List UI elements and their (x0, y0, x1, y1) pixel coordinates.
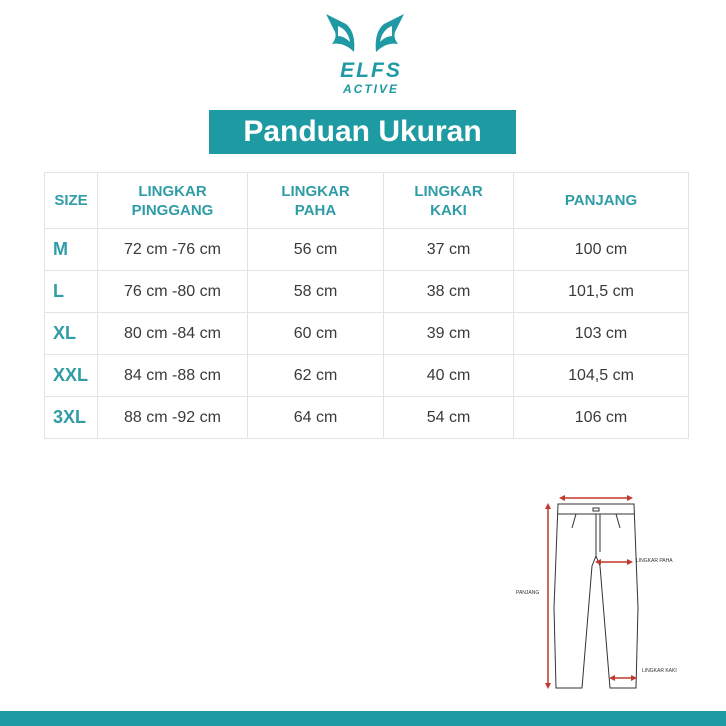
pants-diagram (500, 488, 700, 708)
brand-subname: ACTIVE (342, 82, 399, 96)
footer-bar (0, 711, 726, 726)
cell-lingkar-pinggang: 76 cm -80 cm (98, 271, 248, 313)
cell-lingkar-paha: 60 cm (248, 313, 384, 355)
cell-lingkar-pinggang: 80 cm -84 cm (98, 313, 248, 355)
table-row (45, 313, 689, 355)
pants-outline-icon (554, 504, 638, 688)
cell-lingkar-paha: 62 cm (248, 355, 384, 397)
table-row (45, 355, 689, 397)
cell-size: M (45, 229, 98, 271)
cell-size: XXL (45, 355, 98, 397)
cell-lingkar-pinggang: 88 cm -92 cm (98, 397, 248, 439)
brand-logo (310, 12, 420, 96)
label-lingkar-kaki: LINGKAR KAKI (642, 668, 677, 674)
label-lingkar-paha: LINGKAR PAHA (636, 558, 673, 564)
cell-panjang: 100 cm (514, 229, 689, 271)
cell-lingkar-pinggang: 72 cm -76 cm (98, 229, 248, 271)
cell-size: L (45, 271, 98, 313)
table-header-row (45, 173, 689, 229)
cell-lingkar-paha: 56 cm (248, 229, 384, 271)
butterfly-logo-icon (318, 12, 412, 60)
table-row (45, 397, 689, 439)
cell-lingkar-kaki: 54 cm (384, 397, 514, 439)
cell-lingkar-kaki: 39 cm (384, 313, 514, 355)
header-lingkar-pinggang: LINGKAR PINGGANG (98, 173, 248, 229)
header-panjang: PANJANG (514, 173, 689, 229)
header-size: SIZE (45, 173, 98, 229)
cell-panjang: 104,5 cm (514, 355, 689, 397)
header-lingkar-paha: LINGKAR PAHA (248, 173, 384, 229)
label-panjang: PANJANG (516, 590, 540, 596)
cell-panjang: 101,5 cm (514, 271, 689, 313)
size-table (44, 172, 689, 439)
table-row (45, 271, 689, 313)
cell-panjang: 106 cm (514, 397, 689, 439)
cell-lingkar-kaki: 38 cm (384, 271, 514, 313)
cell-panjang: 103 cm (514, 313, 689, 355)
table-row (45, 229, 689, 271)
cell-lingkar-pinggang: 84 cm -88 cm (98, 355, 248, 397)
page-title: Panduan Ukuran (209, 110, 516, 154)
cell-lingkar-kaki: 37 cm (384, 229, 514, 271)
header-lingkar-kaki: LINGKAR KAKI (384, 173, 514, 229)
cell-lingkar-paha: 58 cm (248, 271, 384, 313)
cell-lingkar-paha: 64 cm (248, 397, 384, 439)
cell-size: XL (45, 313, 98, 355)
cell-lingkar-kaki: 40 cm (384, 355, 514, 397)
cell-size: 3XL (45, 397, 98, 439)
brand-name: ELFS (340, 59, 402, 82)
